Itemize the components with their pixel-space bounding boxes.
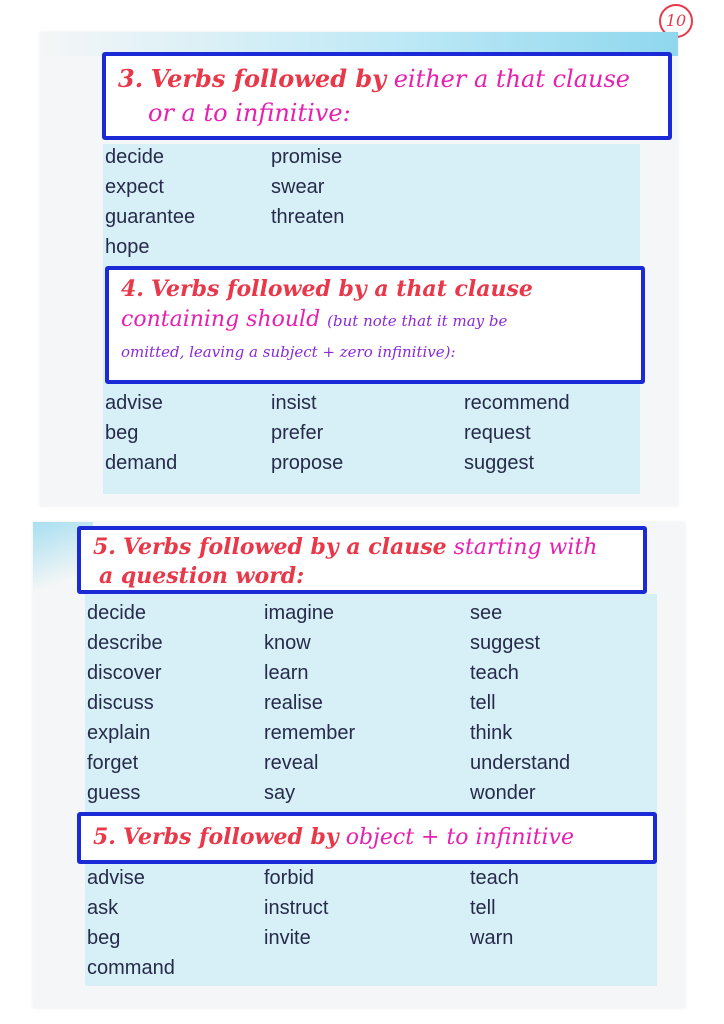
verb: guess: [87, 782, 141, 804]
section-5b-title: Verbs followed by: [122, 824, 339, 850]
verb: forget: [87, 752, 139, 774]
verb: beg: [87, 927, 121, 949]
verb: understand: [470, 752, 571, 774]
verb: know: [264, 632, 311, 654]
section-4-note: (but note that it may be: [327, 312, 508, 330]
verb: tell: [470, 692, 496, 714]
verb: invite: [264, 927, 311, 949]
verb: beg: [105, 422, 139, 444]
section-5a-title: Verbs followed by a clause: [122, 534, 447, 560]
section-3-title: Verbs followed by: [150, 64, 387, 93]
verb: think: [470, 722, 513, 744]
verb: say: [264, 782, 296, 804]
section-3-number: 3.: [118, 64, 144, 93]
section-3-title-line2: or a to infinitive:: [148, 99, 351, 127]
slide-1: [40, 32, 678, 506]
section-5b-number: 5.: [93, 824, 116, 850]
verb: wonder: [470, 782, 536, 804]
verb: demand: [105, 452, 178, 474]
verb: teach: [470, 662, 519, 684]
verb: decide: [105, 146, 164, 168]
verb: recommend: [464, 392, 570, 414]
section-5a-title-highlight: starting with: [453, 535, 598, 560]
section-5b-title-highlight: object + to infinitive: [345, 825, 574, 850]
verb: guarantee: [105, 206, 196, 228]
page-number: 10: [659, 4, 693, 38]
section-4-title: Verbs followed by a that clause: [150, 276, 533, 302]
verb: prefer: [271, 422, 324, 444]
word-panel-5: [85, 594, 657, 986]
verb: expect: [105, 176, 164, 198]
slide-2: [33, 522, 685, 1008]
section-4-number: 4.: [121, 276, 144, 302]
section-5a-number: 5.: [93, 534, 116, 560]
verb: suggest: [470, 632, 541, 654]
verb: forbid: [264, 867, 315, 889]
verb: remember: [264, 722, 356, 744]
verb: advise: [105, 392, 163, 414]
verb: ask: [87, 897, 119, 919]
verb: decide: [87, 602, 146, 624]
verb: teach: [470, 867, 519, 889]
verb: advise: [87, 867, 145, 889]
section-5a-title-line2: a question word:: [99, 563, 305, 589]
verb: promise: [271, 146, 343, 168]
heading-section-5b: [77, 812, 657, 864]
section-4-title-highlight: containing should: [121, 307, 321, 332]
verb: instruct: [264, 897, 329, 919]
section-3-title-highlight: either a that clause: [393, 65, 631, 93]
verb: warn: [470, 927, 514, 949]
verb: describe: [87, 632, 163, 654]
heading-section-3: [102, 52, 672, 140]
verb: explain: [87, 722, 151, 744]
verb: swear: [271, 176, 325, 198]
verb: propose: [271, 452, 344, 474]
section-4-note-line2: omitted, leaving a subject + zero infinitive):: [121, 343, 456, 361]
verb: reveal: [264, 752, 319, 774]
verb: insist: [271, 392, 317, 414]
verb: discuss: [87, 692, 154, 714]
verb: discover: [87, 662, 162, 684]
verb: imagine: [264, 602, 335, 624]
verb: suggest: [464, 452, 535, 474]
verb: tell: [470, 897, 496, 919]
heading-section-5a: [77, 526, 647, 594]
verb: realise: [264, 692, 323, 714]
verb: hope: [105, 236, 150, 258]
verb: threaten: [271, 206, 345, 228]
heading-section-4: [105, 266, 645, 384]
verb: see: [470, 602, 503, 624]
verb: command: [87, 957, 175, 979]
verb: learn: [264, 662, 309, 684]
verb: request: [464, 422, 531, 444]
